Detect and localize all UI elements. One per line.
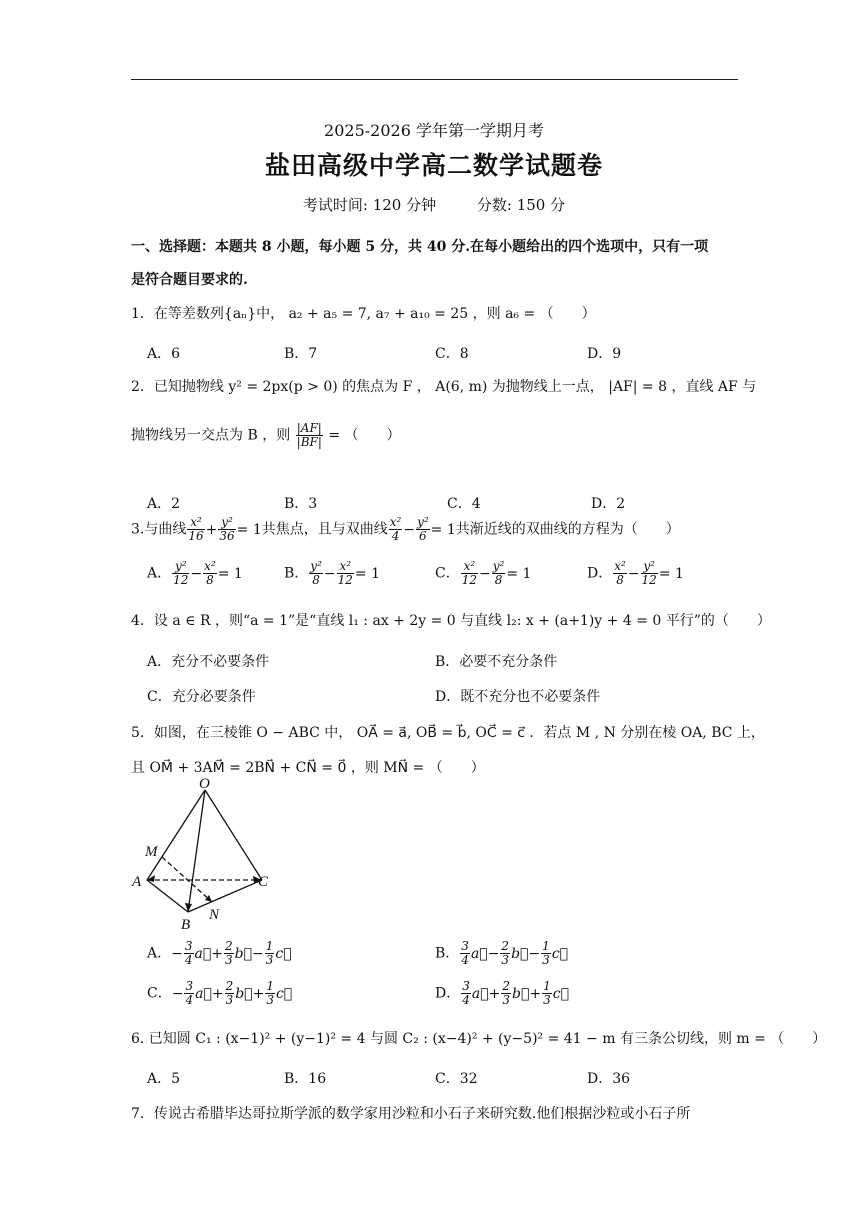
coefficient-den: 3 [543, 993, 551, 1007]
fraction-term-den: 12 [173, 573, 189, 587]
q2-option-c[interactable]: C．4 [447, 496, 481, 512]
vector: c⃗ [275, 945, 292, 962]
vector: c⃗ [552, 985, 569, 1002]
equation-rhs: = 1 [658, 565, 684, 582]
fraction-term-num: y² [417, 515, 429, 529]
fraction-term-den: 4 [391, 529, 400, 543]
vertex-label-o: O [199, 776, 210, 792]
coefficient-num: 3 [185, 979, 194, 993]
vector: a⃗ [470, 945, 488, 962]
vertex-label-c: C [258, 874, 269, 890]
section-heading-cont: 是符合题目要求的. [131, 272, 248, 288]
sign: − [487, 945, 500, 962]
fraction-term [416, 516, 430, 543]
coefficient-den: 4 [184, 953, 193, 967]
q3-option-b-eq [308, 559, 380, 587]
coefficient-den: 4 [461, 953, 469, 967]
q5-option-a[interactable] [147, 940, 292, 967]
coefficient [265, 980, 275, 1007]
q3-post: 共渐近线的双曲线的方程为（ ） [455, 521, 680, 538]
fraction-term-den: 8 [206, 573, 214, 587]
q3-option-d-eq [612, 559, 684, 587]
fraction-term-num: x² [614, 559, 626, 573]
question-4-stem: 4．设 a ∈ R ，则“a = 1”是“直线 l₁ : ax + 2y = 0 与直线 l₂: x + (a+1)y + 4 = 0 平行”的（ ） [131, 613, 771, 629]
q4-option-b[interactable]: B．必要不充分条件 [435, 654, 558, 670]
coefficient-den: 3 [224, 953, 233, 967]
q5-option-d-label: D． [435, 985, 461, 1002]
edge-ab [147, 880, 188, 912]
fraction-term-den: 12 [461, 573, 477, 587]
fraction-term [187, 516, 204, 543]
q5-option-d-expr [460, 979, 569, 1007]
exam-title: 盐田高级中学高二数学试题卷 [264, 151, 603, 180]
coefficient-den: 3 [265, 953, 274, 967]
vector: a⃗ [471, 985, 489, 1002]
fraction-term-den: 8 [312, 573, 320, 587]
sign: + [211, 945, 223, 962]
fraction-term [172, 560, 189, 587]
equation-rhs: = 1 [354, 565, 380, 582]
coefficient [500, 940, 510, 967]
q3-mid: 共焦点，且与双曲线 [261, 521, 388, 538]
question-2-stem-cont [131, 422, 401, 449]
fraction-term-num: y² [492, 559, 505, 573]
vertex-label-b: B [181, 917, 191, 933]
coefficient-den: 3 [542, 953, 550, 967]
fraction-term-num: x² [389, 515, 402, 529]
coefficient [461, 980, 471, 1007]
operator: + [205, 521, 218, 538]
fraction-term [309, 560, 323, 587]
question-5-stem-cont: 且 OM⃗ + 3AM⃗ = 2BN⃗ + CN⃗ = 0⃗ ，则 MN⃗ = （ ） [131, 760, 485, 776]
fraction-term [492, 560, 506, 587]
coefficient-num: 2 [225, 979, 234, 993]
question-6-stem: 6. 已知圆 C₁ : (x−1)² + (y−1)² = 4 与圆 C₂ : (x−4)² + (y−5)² = 41 − m 有三条公切线，则 m = （ ） [131, 1031, 827, 1047]
fraction-term [337, 560, 354, 587]
q6-option-a[interactable]: A．5 [147, 1071, 181, 1087]
question-5-stem: 5．如图，在三棱锥 O − ABC 中， OA⃗ = a⃗, OB⃗ = b⃗, OC⃗ = c⃗ ．若点 M , N 分别在棱 OA, BC 上， [131, 725, 765, 741]
q3-option-b[interactable] [284, 560, 380, 587]
coefficient-num: 1 [542, 939, 550, 953]
sign: + [529, 985, 542, 1002]
q3-option-c-eq [460, 559, 532, 587]
operator: − [627, 565, 640, 582]
q2-frac-num: |AF| [296, 421, 322, 435]
edge-bc [188, 880, 262, 912]
vector: b⃗ [235, 985, 253, 1002]
coefficient [460, 940, 470, 967]
q5-option-a-label: A． [147, 945, 172, 962]
q3-option-b-label: B． [284, 565, 309, 582]
fraction-term [461, 560, 478, 587]
vector: c⃗ [275, 985, 293, 1002]
coefficient [184, 940, 194, 967]
q3-option-a-eq [171, 559, 243, 587]
coefficient [501, 980, 511, 1007]
operator: − [403, 521, 416, 538]
coefficient-num: 1 [543, 979, 551, 993]
coefficient-num: 2 [502, 979, 510, 993]
question-3-stem [131, 516, 680, 543]
vector: b⃗ [512, 985, 530, 1002]
point-label-n: N [209, 907, 220, 923]
q3-option-a-label: A． [147, 565, 172, 582]
sign: − [528, 945, 541, 962]
exam-score: 分数: 150 分 [476, 196, 566, 214]
fraction-term-den: 36 [219, 529, 235, 543]
coefficient [542, 980, 552, 1007]
q5-option-b[interactable] [435, 940, 568, 967]
fraction-term-den: 8 [616, 573, 624, 587]
vector: a⃗ [195, 985, 212, 1002]
question-1-stem: 1．在等差数列{aₙ}中， a₂ + a₅ = 7, a₇ + a₁₀ = 25 ，则 a₆ = （ ） [131, 306, 596, 322]
operator: − [479, 565, 491, 582]
vector: c⃗ [551, 945, 569, 962]
q3-hyperbola-eq [388, 515, 456, 543]
coefficient-den: 3 [502, 993, 510, 1007]
q2-fraction [296, 422, 323, 449]
sign: − [171, 985, 184, 1002]
q6-option-c[interactable]: C．32 [435, 1071, 478, 1087]
exam-time: 考试时间: 120 分钟 [302, 196, 437, 214]
fraction-term-den: 8 [494, 573, 503, 587]
coefficient-num: 2 [224, 939, 233, 953]
q5-option-b-label: B． [435, 945, 460, 962]
vector: a⃗ [194, 945, 212, 962]
q2-option-a[interactable]: A．2 [147, 496, 181, 512]
q3-option-d[interactable] [587, 560, 684, 587]
coefficient-den: 3 [266, 993, 274, 1007]
equation-rhs: = 1 [430, 521, 456, 538]
fraction-term-num: y² [172, 560, 189, 574]
sign: + [488, 985, 501, 1002]
edge-oc [205, 790, 262, 880]
q5-option-c-label: C． [147, 985, 172, 1002]
fraction-term-num: x² [461, 560, 478, 574]
q3-option-c[interactable] [435, 560, 531, 587]
header-rule [131, 79, 738, 80]
operator: − [323, 565, 336, 582]
sign: − [252, 945, 264, 962]
fraction-term-den: 16 [188, 529, 204, 543]
coefficient-num: 3 [184, 939, 193, 953]
q6-option-d[interactable]: D．36 [587, 1071, 631, 1087]
question-2-stem: 2．已知抛物线 y² = 2px(p > 0) 的焦点为 F ， A(6, m) 为抛物线上一点， |AF| = 8 ，直线 AF 与 [131, 379, 757, 395]
q5-option-c[interactable] [147, 980, 292, 1007]
q3-option-d-label: D． [587, 565, 613, 582]
fraction-term [218, 516, 235, 543]
q3-option-a[interactable] [147, 560, 243, 587]
coefficient [541, 940, 551, 967]
vector: b⃗ [234, 945, 252, 962]
tetrahedron-figure [131, 776, 291, 936]
operator: − [190, 565, 203, 582]
fraction-term-num: y² [310, 559, 322, 573]
section-heading: 一、选择题：本题共 8 小题，每小题 5 分，共 40 分.在每小题给出的四个选项中，只有一项 [131, 239, 709, 255]
q2-frac-den: |BF| [296, 435, 322, 449]
q2-option-b[interactable]: B．3 [284, 496, 318, 512]
vector: b⃗ [511, 945, 529, 962]
equation-rhs: = 1 [506, 565, 532, 582]
fraction-term-num: x² [187, 516, 204, 530]
equation-rhs: = 1 [217, 565, 243, 582]
coefficient-num: 1 [266, 979, 274, 993]
fraction-term [641, 560, 658, 587]
q5-option-a-expr [171, 939, 292, 967]
q4-option-a[interactable]: A．充分不必要条件 [147, 654, 270, 670]
fraction-term-den: 12 [337, 573, 353, 587]
q1-option-c[interactable]: C．8 [435, 346, 469, 362]
fraction-term-num: y² [218, 516, 235, 530]
exam-subtitle: 2025-2026 学年第一学期月考 [324, 121, 544, 140]
q6-option-b[interactable]: B．16 [284, 1071, 327, 1087]
q2-text: 抛物线另一交点为 B ，则 [131, 427, 291, 444]
q3-option-c-label: C． [435, 565, 460, 582]
coefficient-num: 3 [461, 939, 469, 953]
coefficient-num: 2 [501, 939, 510, 953]
q1-option-a[interactable]: A．6 [147, 346, 181, 362]
fraction-term-num: x² [204, 559, 216, 573]
edge-ob [188, 790, 205, 912]
edge-oa [147, 790, 205, 880]
q4-option-d[interactable]: D．既不充分也不必要条件 [435, 689, 601, 705]
q3-pre: 3.与曲线 [131, 521, 187, 538]
point-label-m: M [145, 844, 158, 860]
coefficient-den: 4 [185, 993, 194, 1007]
coefficient-den: 3 [501, 953, 510, 967]
q5-option-d[interactable] [435, 980, 569, 1007]
coefficient-num: 3 [462, 979, 470, 993]
fraction-term-den: 6 [419, 529, 427, 543]
q2-text-end: = （ ） [328, 427, 401, 444]
q2-option-d[interactable]: D．2 [591, 496, 626, 512]
q1-option-d[interactable]: D．9 [587, 346, 622, 362]
sign: + [211, 985, 224, 1002]
q5-option-b-expr [459, 939, 569, 967]
coefficient [225, 980, 235, 1007]
sign: − [171, 945, 183, 962]
question-7-stem: 7．传说古希腊毕达哥拉斯学派的数学家用沙粒和小石子来研究数.他们根据沙粒或小石子所 [131, 1106, 691, 1122]
coefficient-den: 3 [225, 993, 234, 1007]
equation-rhs: = 1 [236, 521, 262, 538]
coefficient [265, 940, 275, 967]
q4-option-c[interactable]: C．充分必要条件 [147, 689, 256, 705]
coefficient [224, 940, 234, 967]
fraction-term-den: 12 [641, 573, 657, 587]
coefficient-num: 1 [265, 939, 274, 953]
fraction-term-num: y² [641, 560, 658, 574]
q3-ellipse-eq [186, 515, 262, 543]
fraction-term-num: x² [337, 560, 354, 574]
fraction-term [613, 560, 627, 587]
vertex-label-a: A [132, 874, 142, 890]
coefficient [184, 980, 194, 1007]
sign: + [252, 985, 265, 1002]
q5-option-c-expr [171, 979, 293, 1007]
exam-info [0, 194, 868, 215]
fraction-term [389, 516, 403, 543]
coefficient-den: 4 [462, 993, 470, 1007]
fraction-term [203, 560, 217, 587]
q1-option-b[interactable]: B．7 [284, 346, 318, 362]
